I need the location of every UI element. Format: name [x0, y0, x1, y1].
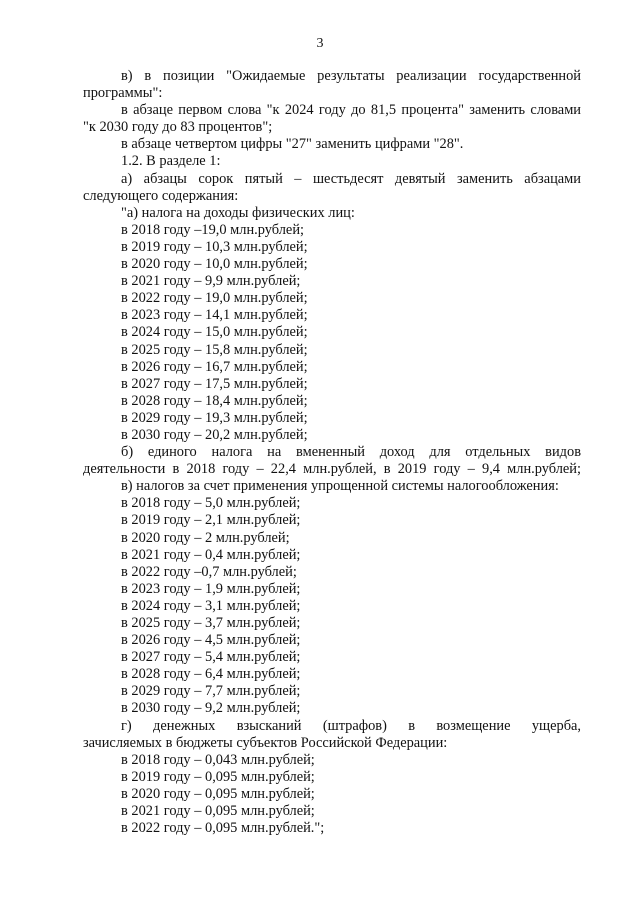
paragraph-g-line2: зачисляемых в бюджеты субъектов Российской Федерации: — [83, 734, 448, 751]
list-v — [83, 495, 581, 717]
list-item: в 2020 году – 0,095 млн.рублей; — [121, 785, 315, 802]
paragraph-a-line1: а) абзацы сорок пятый – шестьдесят девятый заменить абзацами — [121, 170, 581, 187]
paragraph-b-line1: б) единого налога на вмененный доход для отдельных видов — [121, 444, 581, 461]
list-item: в 2025 году – 15,8 млн.рублей; — [121, 341, 308, 358]
paragraph-g-line1: г) денежных взысканий (штрафов) в возмещение ущерба, — [121, 717, 581, 734]
list-item: в 2027 году – 17,5 млн.рублей; — [121, 375, 308, 392]
list-a — [83, 222, 581, 444]
list-item: в 2018 году – 5,0 млн.рублей; — [121, 495, 301, 512]
list-item: в 2021 году – 0,4 млн.рублей; — [121, 546, 301, 563]
list-item: в 2018 году –19,0 млн.рублей; — [121, 221, 305, 238]
list-item: в 2019 году – 0,095 млн.рублей; — [121, 768, 315, 785]
list-item: в 2028 году – 18,4 млн.рублей; — [121, 392, 308, 409]
list-item: в 2020 году – 10,0 млн.рублей; — [121, 256, 308, 273]
list-g — [83, 752, 581, 837]
list-item: в 2020 году – 2 млн.рублей; — [121, 529, 290, 546]
list-item: в 2026 году – 16,7 млн.рублей; — [121, 358, 308, 375]
list-item: в 2023 году – 14,1 млн.рублей; — [121, 307, 308, 324]
paragraph-abzac4: в абзаце четвертом цифры "27" заменить цифрами "28". — [121, 136, 464, 153]
list-item: в 2022 году – 0,095 млн.рублей."; — [121, 820, 325, 837]
list-v-heading: в) налогов за счет применения упрощенной системы налогообложения: — [121, 478, 559, 495]
list-item: в 2024 году – 3,1 млн.рублей; — [121, 597, 301, 614]
page-number: 3 — [316, 36, 324, 51]
list-item: в 2028 году – 6,4 млн.рублей; — [121, 666, 301, 683]
list-item: в 2029 году – 7,7 млн.рублей; — [121, 683, 301, 700]
list-item: в 2021 году – 0,095 млн.рублей; — [121, 803, 315, 820]
list-item: в 2030 году – 20,2 млн.рублей; — [121, 426, 308, 443]
paragraph-v-line1: в) в позиции "Ожидаемые результаты реализации государственной — [121, 68, 581, 84]
section-heading: 1.2. В разделе 1: — [121, 153, 221, 170]
list-item: в 2025 году – 3,7 млн.рублей; — [121, 615, 301, 631]
paragraph-abzac1-line2: "к 2030 году до 83 процентов"; — [83, 119, 273, 136]
paragraph-b-line2: деятельности в 2018 году – 22,4 млн.рублей, в 2019 году – 9,4 млн.рублей; — [83, 461, 581, 478]
list-item: в 2026 году – 4,5 млн.рублей; — [121, 632, 301, 649]
list-item: в 2022 году – 19,0 млн.рублей; — [121, 290, 308, 307]
list-item: в 2018 году – 0,043 млн.рублей; — [121, 751, 315, 768]
paragraph-v-line2: программы": — [83, 85, 163, 102]
list-item: в 2022 году –0,7 млн.рублей; — [121, 563, 297, 580]
list-item: в 2019 году – 2,1 млн.рублей; — [121, 512, 301, 529]
list-item: в 2021 году – 9,9 млн.рублей; — [121, 273, 301, 290]
list-item: в 2027 году – 5,4 млн.рублей; — [121, 649, 301, 666]
list-item: в 2029 году – 19,3 млн.рублей; — [121, 409, 308, 426]
list-a-heading: "а) налога на доходы физических лиц: — [121, 204, 355, 221]
paragraph-abzac1-line1: в абзаце первом слова "к 2024 году до 81,5 процента" заменить словами — [121, 102, 581, 119]
list-item: в 2030 году – 9,2 млн.рублей; — [121, 700, 301, 717]
list-item: в 2023 году – 1,9 млн.рублей; — [121, 580, 301, 597]
list-item: в 2024 году – 15,0 млн.рублей; — [121, 324, 308, 341]
document-body — [83, 68, 581, 837]
list-item: в 2019 году – 10,3 млн.рублей; — [121, 238, 308, 255]
paragraph-a-line2: следующего содержания: — [83, 187, 239, 204]
